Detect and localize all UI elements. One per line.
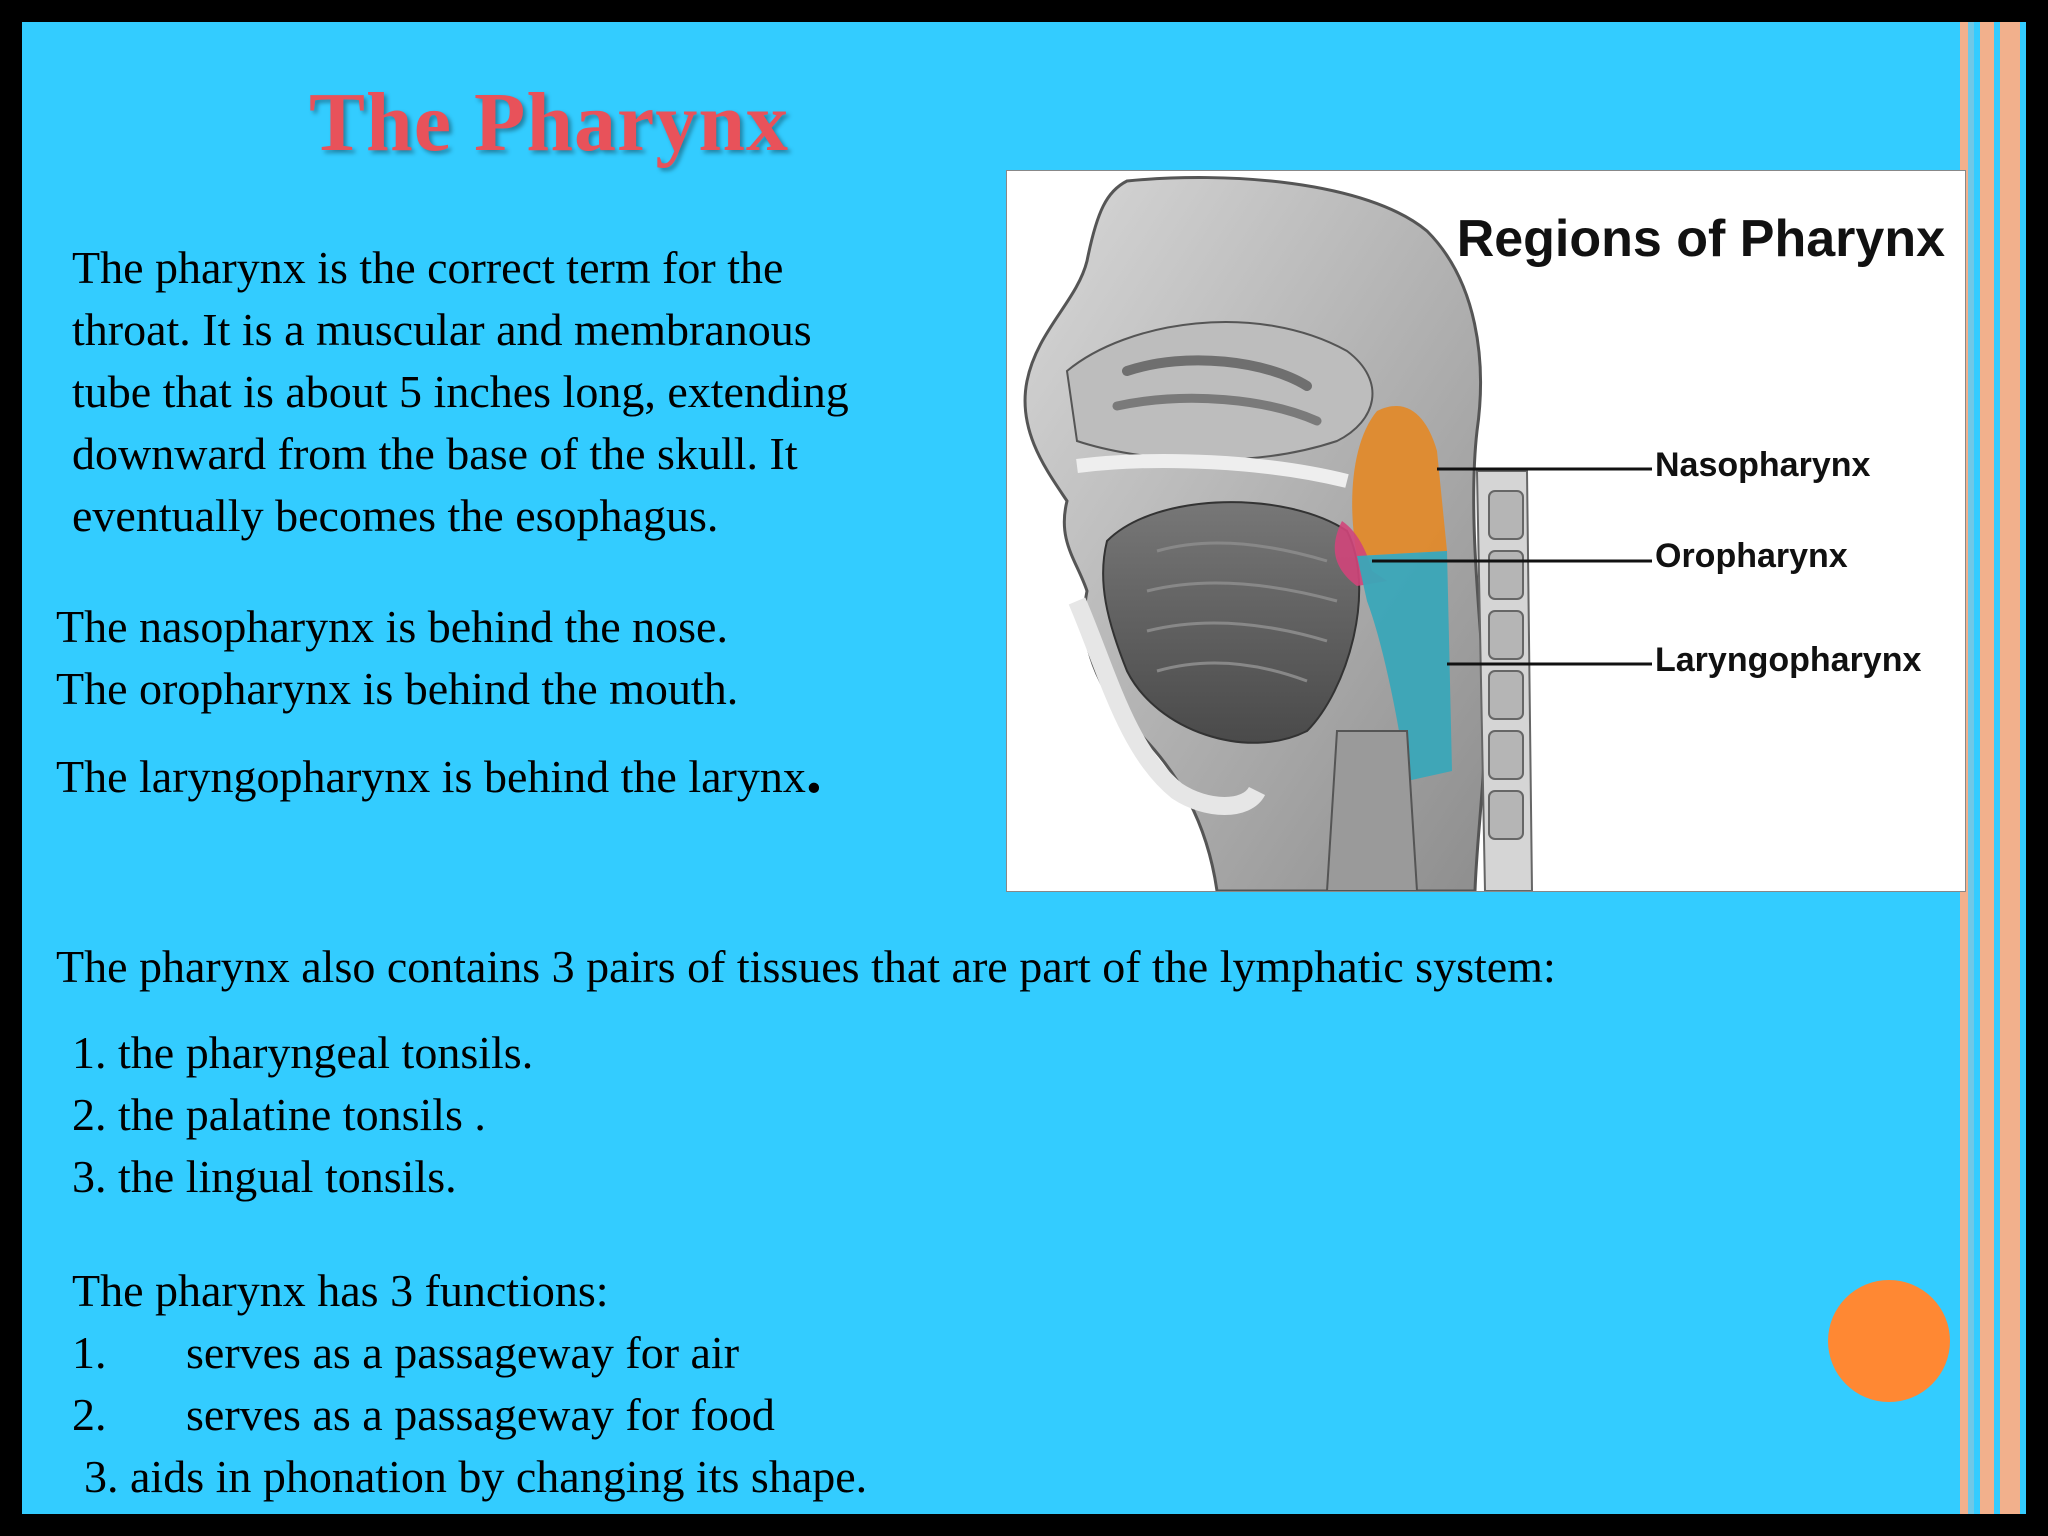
region-line: The nasopharynx is behind the nose. xyxy=(56,601,728,652)
label-laryngopharynx: Laryngopharynx xyxy=(1655,641,1922,679)
laryngo-text: The laryngopharynx is behind the larynx xyxy=(56,751,806,802)
lymphatic-list xyxy=(72,1022,533,1208)
functions-list xyxy=(72,1322,775,1446)
item-number: 1. xyxy=(72,1327,107,1378)
diagram-title: Regions of Pharynx xyxy=(1456,210,1945,268)
list-item: 3. the lingual tonsils. xyxy=(72,1151,457,1202)
slide xyxy=(22,22,2026,1514)
decorative-stripe xyxy=(1980,22,1994,1514)
intro-line: The pharynx is the correct term for the xyxy=(72,242,784,293)
lymphatic-intro: The pharynx also contains 3 pairs of tissues that are part of the lymphatic system: xyxy=(56,941,1556,992)
item-text: serves as a passageway for food xyxy=(186,1389,775,1440)
decorative-circle xyxy=(1828,1280,1950,1402)
laryngopharynx-line xyxy=(56,735,822,808)
list-item: 2. the palatine tonsils . xyxy=(72,1089,486,1140)
list-item xyxy=(72,1322,775,1384)
laryngo-dot: . xyxy=(805,735,822,806)
slide-title: The Pharynx xyxy=(309,76,790,169)
intro-line: tube that is about 5 inches long, extending xyxy=(72,366,849,417)
item-number: 2. xyxy=(72,1389,107,1440)
region-line: The oropharynx is behind the mouth. xyxy=(56,663,739,714)
intro-line: eventually becomes the esophagus. xyxy=(72,490,719,541)
pharynx-diagram xyxy=(1006,170,1966,892)
intro-paragraph xyxy=(72,237,849,547)
decorative-stripe xyxy=(2000,22,2020,1514)
decorative-stripe xyxy=(1968,22,1974,1514)
item-text: serves as a passageway for air xyxy=(186,1327,740,1378)
functions-title: The pharynx has 3 functions: xyxy=(72,1265,609,1316)
regions-paragraph xyxy=(56,596,738,720)
label-nasopharynx: Nasopharynx xyxy=(1655,446,1871,484)
intro-line: throat. It is a muscular and membranous xyxy=(72,304,812,355)
list-item xyxy=(72,1384,775,1446)
trachea xyxy=(1327,731,1417,891)
function-3: 3. aids in phonation by changing its shape. xyxy=(84,1451,868,1502)
list-item: 1. the pharyngeal tonsils. xyxy=(72,1027,534,1078)
label-oropharynx: Oropharynx xyxy=(1655,537,1848,575)
intro-line: downward from the base of the skull. It xyxy=(72,428,798,479)
pharynx-anatomy-illustration xyxy=(1007,171,1965,891)
